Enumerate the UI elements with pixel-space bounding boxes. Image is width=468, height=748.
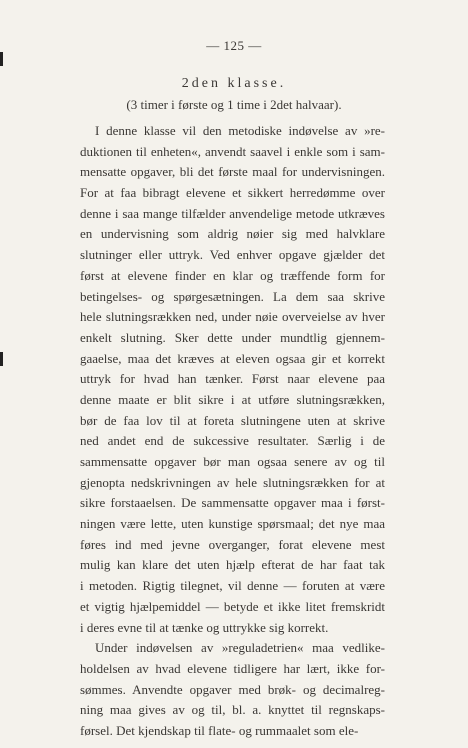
text-line: bør de faa lov til at foreta slutningene uten at skrive <box>80 412 385 428</box>
page-edge-mark <box>0 352 3 366</box>
text-line: denne i saa mange tilfælder anvendelige metode utkræves <box>80 205 385 221</box>
section-heading: 2den klasse. <box>181 76 287 91</box>
text-line: i metoden. Rigtig tilegnet, vil denne — foruten at være <box>80 578 385 594</box>
text-line: gjenopta nedskrivningen av hele slutningsrækken for at <box>80 474 385 490</box>
body-text <box>80 121 385 742</box>
text-line: sikre forstaaelsen. De sammensatte opgaver maa i først- <box>80 495 385 511</box>
paragraph <box>80 638 385 741</box>
section-subheading: (3 timer i første og 1 time i 2det halvaar). <box>126 97 342 112</box>
text-line: hele slutningsrækken ned, under nøie overveielse av hver <box>80 309 385 325</box>
text-line: først at elevene finder en klar og træffende form for <box>80 267 385 283</box>
text-line: enkelt slutning. Sker dette under mundtlig gjennem- <box>80 329 385 345</box>
text-line: holdelsen av hvad elevene tidligere har lært, ikke for- <box>80 660 385 676</box>
text-line: ningen være lette, uten kunstige spørsmaal; det nye maa <box>80 516 385 532</box>
text-line: I denne klasse vil den metodiske indøvelse av »re- <box>95 123 385 138</box>
text-line: denne maate er blit sikre i at utføre slutningsrækken, <box>80 391 385 407</box>
text-line: et vigtig hjælpemiddel — betyde et ikke litet fremskridt <box>80 598 385 614</box>
text-line: en undervisning som aldrig nøier sig med halvklare <box>80 226 385 242</box>
text-line: betingelses- og spørgesætningen. La dem saa skrive <box>80 288 385 304</box>
paragraph <box>80 121 385 638</box>
text-line: For at faa bibragt elevene et sikkert herredømme over <box>80 185 385 201</box>
text-line: ning maa gives av og til, bl. a. knyttet til regnskaps- <box>80 702 385 718</box>
text-line: Under indøvelsen av »reguladetrien« maa vedlike- <box>95 640 385 656</box>
text-line: sammensatte opgaver bør man ogsaa senere av og til <box>80 454 385 469</box>
text-line: gaaelse, maa det kræves at eleven ogsaa gir et korrekt <box>80 350 385 366</box>
text-line: sømmes. Anvendte opgaver med brøk- og decimalreg- <box>80 681 385 697</box>
page-number: — 125 — <box>206 38 262 53</box>
text-line: førsel. Det kjendskap til flate- og rummaalet som ele- <box>80 722 359 738</box>
page-edge-mark <box>0 52 3 66</box>
text-line: slutninger eller uttryk. Ved enhver opgave gjælder det <box>80 247 385 263</box>
text-line: duktionen til enheten«, anvendt saavel i enkle som i sam- <box>80 143 385 159</box>
text-line: føres ind med jevne overganger, forat elevene mest <box>80 536 385 552</box>
text-line: mulig kan klare det uten hjælp efterat de har faat tak <box>80 557 385 573</box>
text-line: i deres evne til at tænke og uttrykke sig korrekt. <box>80 619 329 635</box>
text-line: uttryk for hvad han tænker. Først naar elevene paa <box>80 371 385 387</box>
text-line: ned andet end de sukcessive resultater. Særlig i de <box>80 433 385 449</box>
text-line: mensatte opgaver, bli det første maal for undervisningen. <box>80 164 385 180</box>
